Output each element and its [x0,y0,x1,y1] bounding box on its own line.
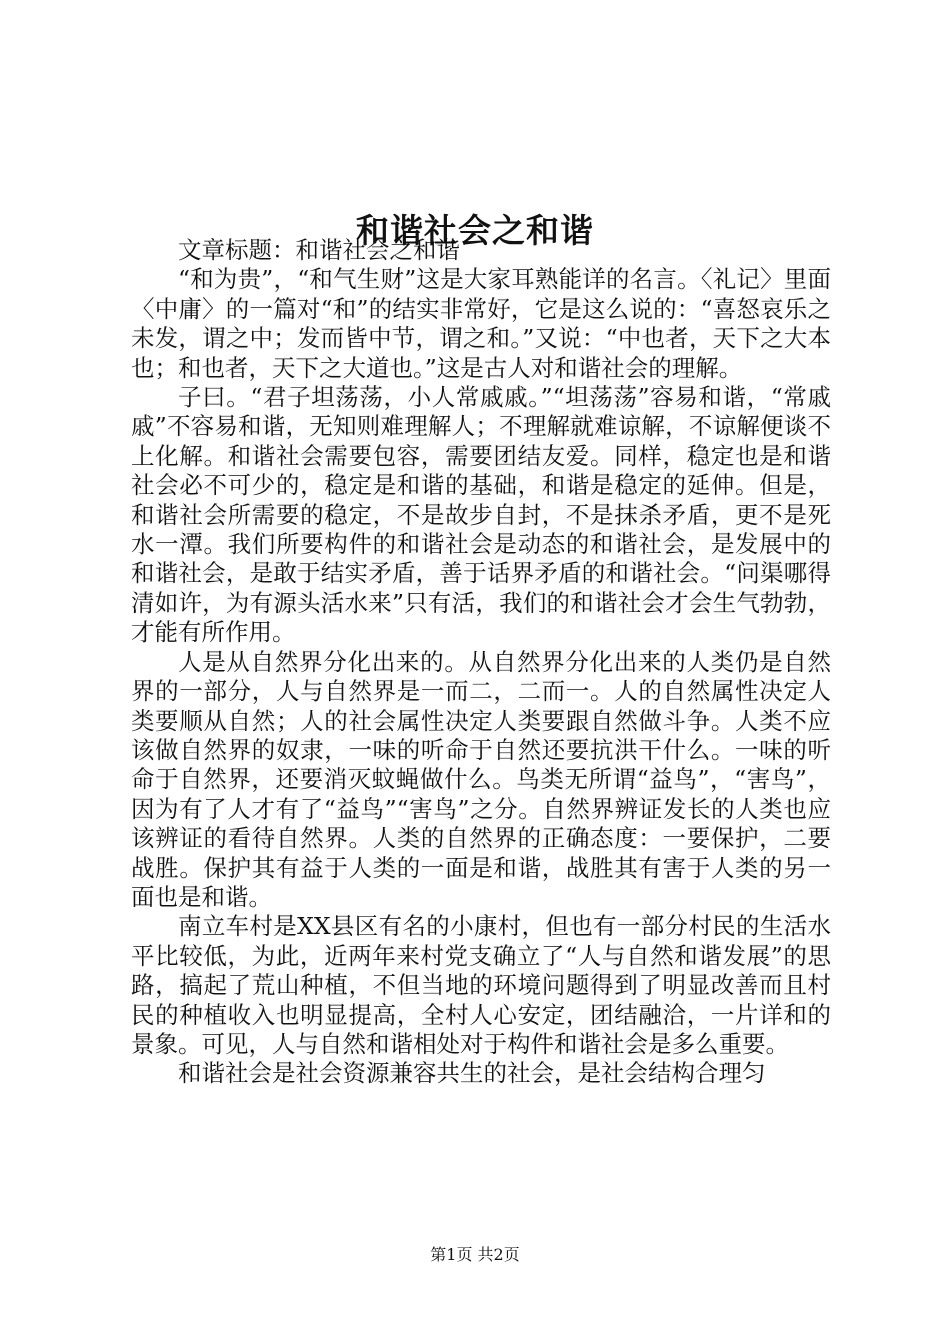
paragraph-3: 人是从自然界分化出来的。从自然界分化出来的人类仍是自然界的一部分，人与自然界是一而二，二而一。人的自然属性决定人类要顺从自然；人的社会属性决定人类要跟自然做斗争。人类不应该做自然界的奴隶，一味的听命于自然还要抗洪干什么。一味的听命于自然界，还要消灭蚊蝇做什么。鸟类无所谓“益鸟”，“害鸟”，因为有了人才有了“益鸟”“害鸟”之分。自然界辨证发长的人类也应该辨证的看待自然界。人类的自然界的正确态度：一要保护，二要战胜。保护其有益于人类的一面是和谐，战胜其有害于人类的另一面也是和谐。 [131,647,831,911]
paragraph-2: 子曰。“君子坦荡荡，小人常戚戚。”“坦荡荡”容易和谐，“常戚戚”不容易和谐，无知则难理解人；不理解就难谅解，不谅解便谈不上化解。和谐社会需要包容，需要团结友爱。同样，稳定也是和谐社会必不可少的，稳定是和谐的基础，和谐是稳定的延伸。但是，和谐社会所需要的稳定，不是故步自封，不是抹杀矛盾，更不是死水一潭。我们所要构件的和谐社会是动态的和谐社会，是发展中的和谐社会，是敢于结实矛盾，善于话界矛盾的和谐社会。“问渠哪得清如许，为有源头活水来”只有活，我们的和谐社会才会生气勃勃，才能有所作用。 [131,383,831,647]
article-title-line: 文章标题：和谐社会之和谐 [178,236,460,264]
paragraph-1: “和为贵”，“和气生财”这是大家耳熟能详的名言。〈礼记〉里面〈中庸〉的一篇对“和”的结实非常好，它是这么说的：“喜怒哀乐之未发，谓之中；发而皆中节，谓之和。”又说：“中也者，天下之大本也；和也者，天下之大道也。”这是古人对和谐社会的理解。 [131,265,831,382]
page-number-footer: 第1页 共2页 [430,1245,520,1264]
paragraph-5: 和谐社会是社会资源兼容共生的社会，是社会结构合理匀 [178,1059,766,1088]
document-body [131,236,831,1089]
paragraph-4: 南立车村是XX县区有名的小康村，但也有一部分村民的生活水平比较低，为此，近两年来村党支确立了“人与自然和谐发展”的思路，搞起了荒山种植，不但当地的环境问题得到了明显改善而且村民的种植收入也明显提高，全村人心安定，团结融洽，一片详和的景象。可见，人与自然和谐相处对于构件和谐社会是多么重要。 [131,912,831,1058]
document-title: 和谐社会之和谐 [356,211,594,251]
